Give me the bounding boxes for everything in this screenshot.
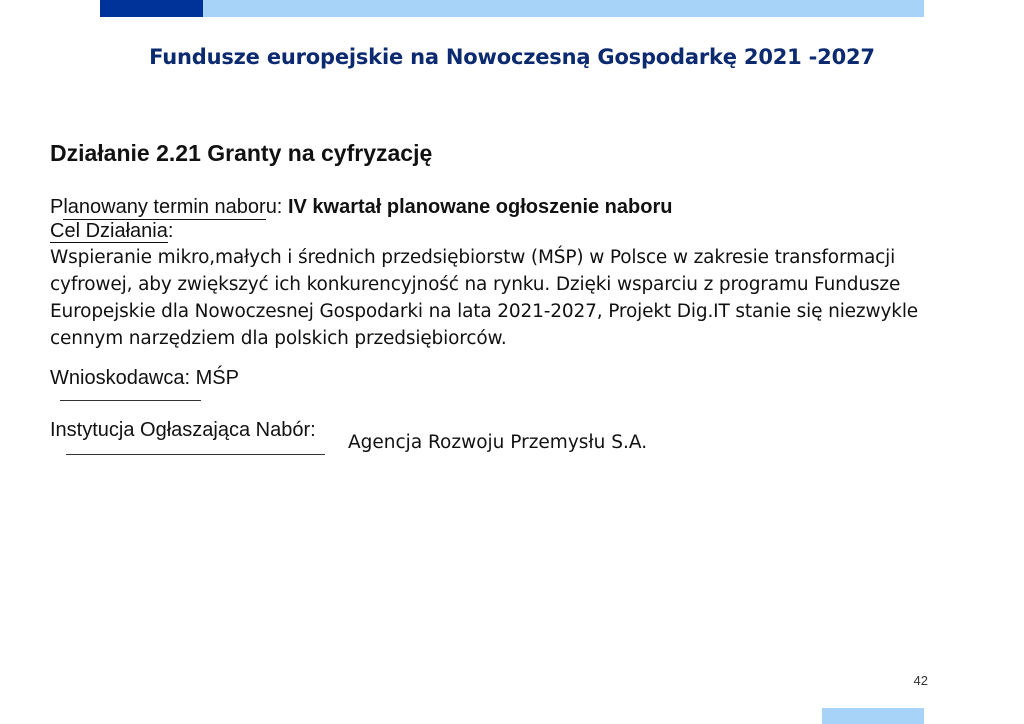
- applicant-line: Wnioskodawca: MŚP: [50, 367, 239, 389]
- planned-term-line: [50, 196, 672, 219]
- institution-label: Instytucja Ogłaszająca Nabór:: [50, 419, 316, 441]
- bottom-accent-bar: [822, 708, 924, 724]
- planned-term-prefix: P: [50, 196, 64, 218]
- document-title: Fundusze europejskie na Nowoczesną Gospodarkę 2021 -2027: [149, 45, 875, 69]
- goal-description: Wspieranie mikro,małych i średnich przedsiębiorstw (MŚP) w Polsce w zakresie transformacji cyfrowej, aby zwiększyć ich konkurencyjność na rynku. Dzięki wsparciu z programu Fundusze Europejskie dla Nowoczesnej Gospodarki na lata 2021-2027, Projekt Dig.IT stanie się niezwykle cennym narzędziem dla polskich przedsiębiorców.: [50, 247, 919, 349]
- planned-term-value: IV kwartał planowane ogłoszenie naboru: [287, 196, 673, 218]
- applicant-rule: [60, 400, 201, 401]
- top-light-bar: [203, 0, 924, 17]
- institution-value: Agencja Rozwoju Przemysłu S.A.: [348, 432, 648, 453]
- institution-rule: [66, 454, 325, 455]
- planned-term-suffix: u:: [265, 196, 283, 218]
- section-heading: Działanie 2.21 Granty na cyfryzację: [50, 140, 433, 166]
- goal-label-colon: :: [167, 220, 174, 242]
- top-accent-bar: [100, 0, 203, 17]
- planned-term-label: lanowany termin nabor: [63, 196, 266, 218]
- goal-label-line: [50, 220, 173, 243]
- goal-label: Cel Działania: [50, 220, 168, 242]
- page-number: 42: [913, 673, 928, 688]
